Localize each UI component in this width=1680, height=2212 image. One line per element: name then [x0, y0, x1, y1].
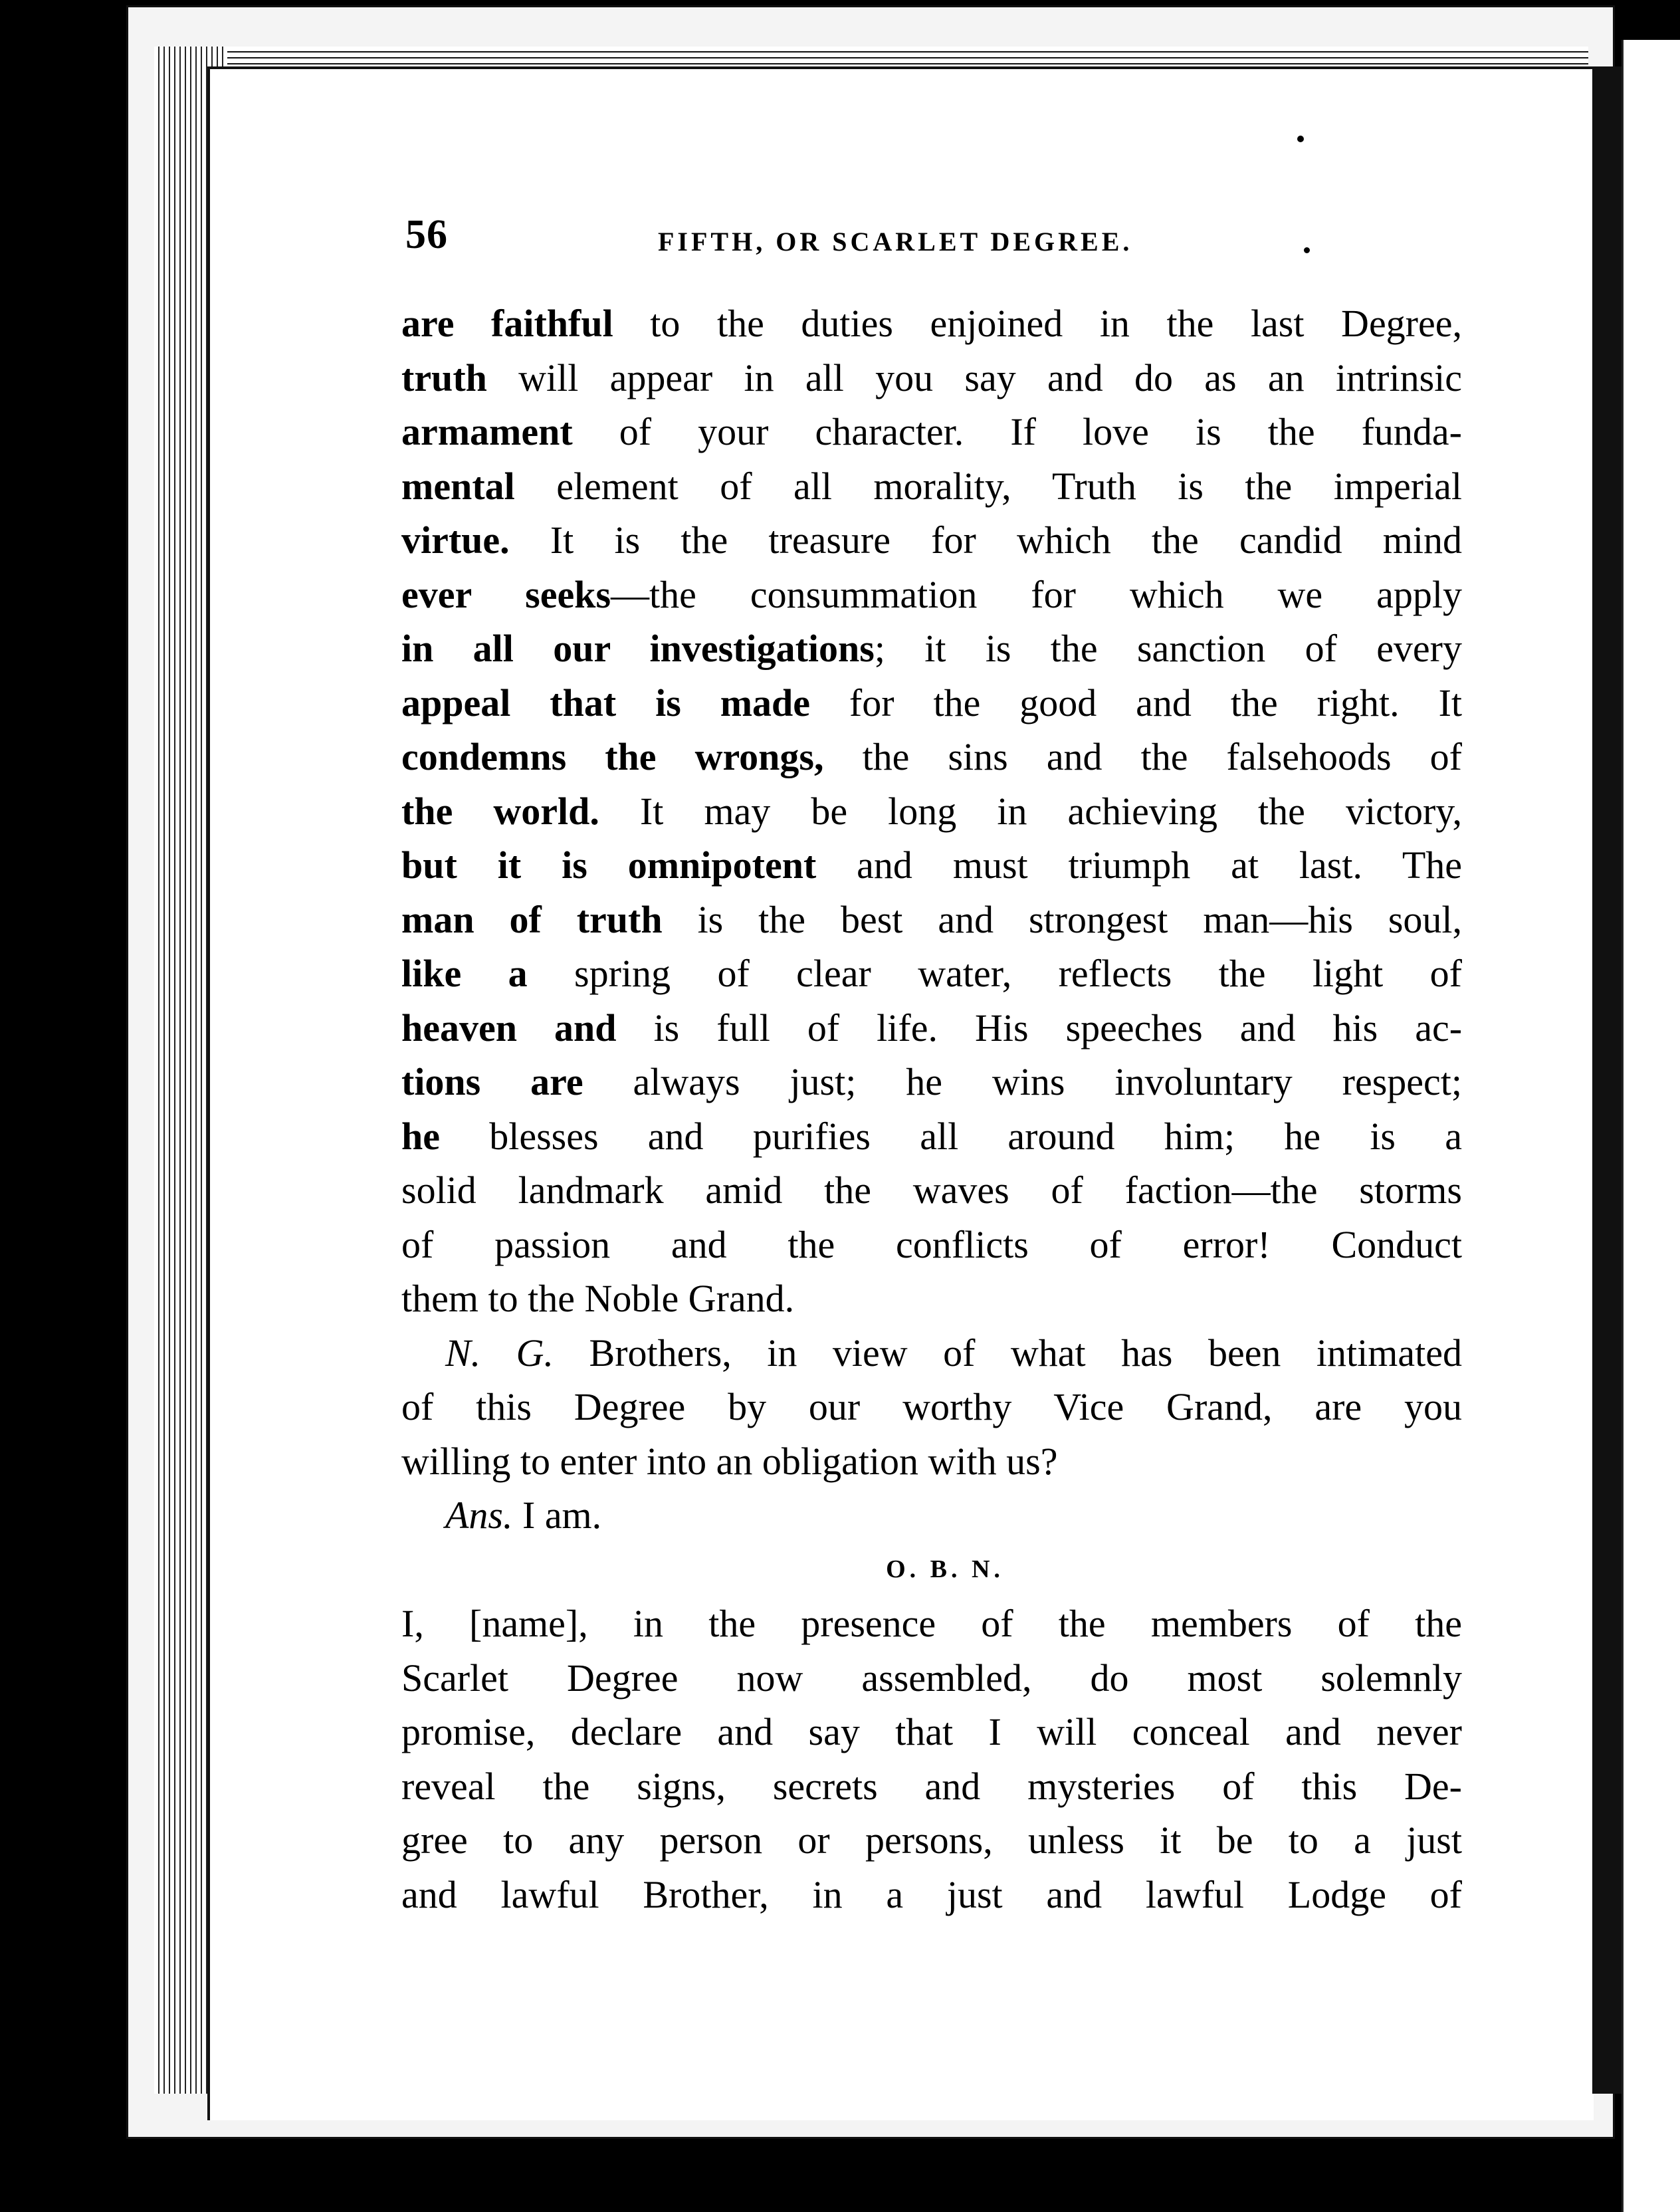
- line-text: blesses and purifies all around him; he is a: [440, 1114, 1462, 1158]
- page-speck: [1304, 247, 1310, 253]
- paragraph-noble-grand: [401, 1326, 1462, 1489]
- text-line: [401, 1272, 1462, 1326]
- scan-bottom-margin: [0, 2139, 1622, 2212]
- bold-text: man of truth: [401, 897, 663, 941]
- page-number: 56: [405, 212, 448, 257]
- bold-text: in all our investigations: [401, 627, 875, 670]
- text-line: I, [name], in the presence of the members of the: [401, 1602, 1462, 1645]
- text-line: [401, 1380, 1462, 1434]
- bold-text: truth: [401, 356, 487, 399]
- scan-left-margin: [0, 0, 126, 2212]
- line-text: Brothers, in view of what has been intimated: [554, 1331, 1462, 1375]
- text-line: [401, 1001, 1462, 1055]
- bold-text: virtue.: [401, 518, 510, 562]
- bold-text: tions are: [401, 1060, 583, 1103]
- bold-text: appeal that is made: [401, 681, 811, 724]
- line-text: is the best and strongest man—his soul,: [662, 897, 1463, 941]
- bold-text: the world.: [401, 789, 599, 833]
- text-line: reveal the signs, secrets and mysteries of this De-: [401, 1764, 1462, 1808]
- bold-text: armament: [401, 410, 573, 453]
- line-text: element of all morality, Truth is the imperial: [514, 464, 1462, 508]
- line-text: of your character. If love is the funda-: [572, 410, 1462, 453]
- text-line: [401, 351, 1462, 405]
- text-line: [401, 1055, 1462, 1109]
- bold-text: mental: [401, 464, 515, 508]
- line-text: of passion and the conflicts of error! Conduct: [401, 1222, 1462, 1266]
- text-line: [401, 405, 1462, 459]
- line-text: solid landmark amid the waves of faction—the storms: [401, 1168, 1462, 1212]
- bold-text: condemns the wrongs,: [401, 735, 824, 778]
- text-line: [401, 946, 1462, 1001]
- speaker-label: Ans.: [445, 1493, 513, 1537]
- text-line: [401, 838, 1462, 893]
- paragraph-obligation: [401, 1597, 1462, 1922]
- text-line: [401, 296, 1462, 351]
- text-line: and lawful Brother, in a just and lawful Lodge of: [401, 1872, 1462, 1916]
- bold-text: are faithful: [401, 302, 613, 345]
- facing-page-sliver: [1622, 40, 1680, 2212]
- text-line: [401, 513, 1462, 568]
- line-text: always just; he wins involuntary respect;: [583, 1060, 1462, 1103]
- line-text: will appear in all you say and do as an intrinsic: [486, 356, 1462, 399]
- speaker-label: N. G.: [445, 1331, 554, 1375]
- line-text: spring of clear water, reflects the light of: [527, 952, 1463, 995]
- text-line: gree to any person or persons, unless it be to a just: [401, 1819, 1462, 1862]
- text-line: [401, 1326, 1462, 1381]
- line-text: ; it is the sanction of every: [874, 627, 1462, 670]
- answer-text: I am.: [512, 1493, 602, 1537]
- text-line: promise, declare and say that I will conceal and never: [401, 1710, 1462, 1753]
- text-line: [401, 730, 1462, 784]
- line-text: for the good and the right. It: [810, 681, 1462, 724]
- line-text: the sins and the falsehoods of: [823, 735, 1462, 778]
- text-line: [401, 1218, 1462, 1272]
- line-text: them to the Noble Grand.: [401, 1277, 795, 1320]
- bold-text: ever seeks: [401, 572, 611, 616]
- bold-text: heaven and: [401, 1006, 617, 1050]
- gutter-shadow: [1592, 66, 1622, 2094]
- line-text: It is the treasure for which the candid mind: [509, 518, 1462, 562]
- bold-text: but it is omnipotent: [401, 843, 817, 887]
- text-line: [401, 621, 1462, 676]
- bold-text: like a: [401, 952, 528, 995]
- text-line: [401, 893, 1462, 947]
- text-line: [401, 568, 1462, 622]
- line-text: to the duties enjoined in the last Degree,: [613, 302, 1462, 345]
- answer-line: [401, 1488, 1462, 1543]
- line-text: and must triumph at last. The: [816, 843, 1462, 887]
- text-line: [401, 1109, 1462, 1164]
- text-line: [401, 784, 1462, 839]
- paragraph-truth: [401, 296, 1462, 1326]
- text-line: [401, 459, 1462, 514]
- text-line: Scarlet Degree now assembled, do most solemnly: [401, 1656, 1462, 1700]
- bold-text: he: [401, 1114, 440, 1158]
- page-speck: [1297, 136, 1304, 142]
- page-text: [401, 296, 1462, 1922]
- line-text: willing to enter into an obligation with us?: [401, 1439, 1058, 1483]
- text-line: [401, 1434, 1462, 1489]
- text-line: [401, 1163, 1462, 1218]
- text-line: [401, 676, 1462, 730]
- line-text: It may be long in achieving the victory,: [599, 789, 1462, 833]
- line-text: is full of life. His speeches and his ac-: [616, 1006, 1463, 1050]
- section-heading: O. B. N.: [886, 1555, 1004, 1583]
- running-head: FIFTH, OR SCARLET DEGREE.: [658, 227, 1133, 257]
- line-text: of this Degree by our worthy Vice Grand, are you: [401, 1385, 1462, 1428]
- line-text: —the consummation for which we apply: [611, 572, 1462, 616]
